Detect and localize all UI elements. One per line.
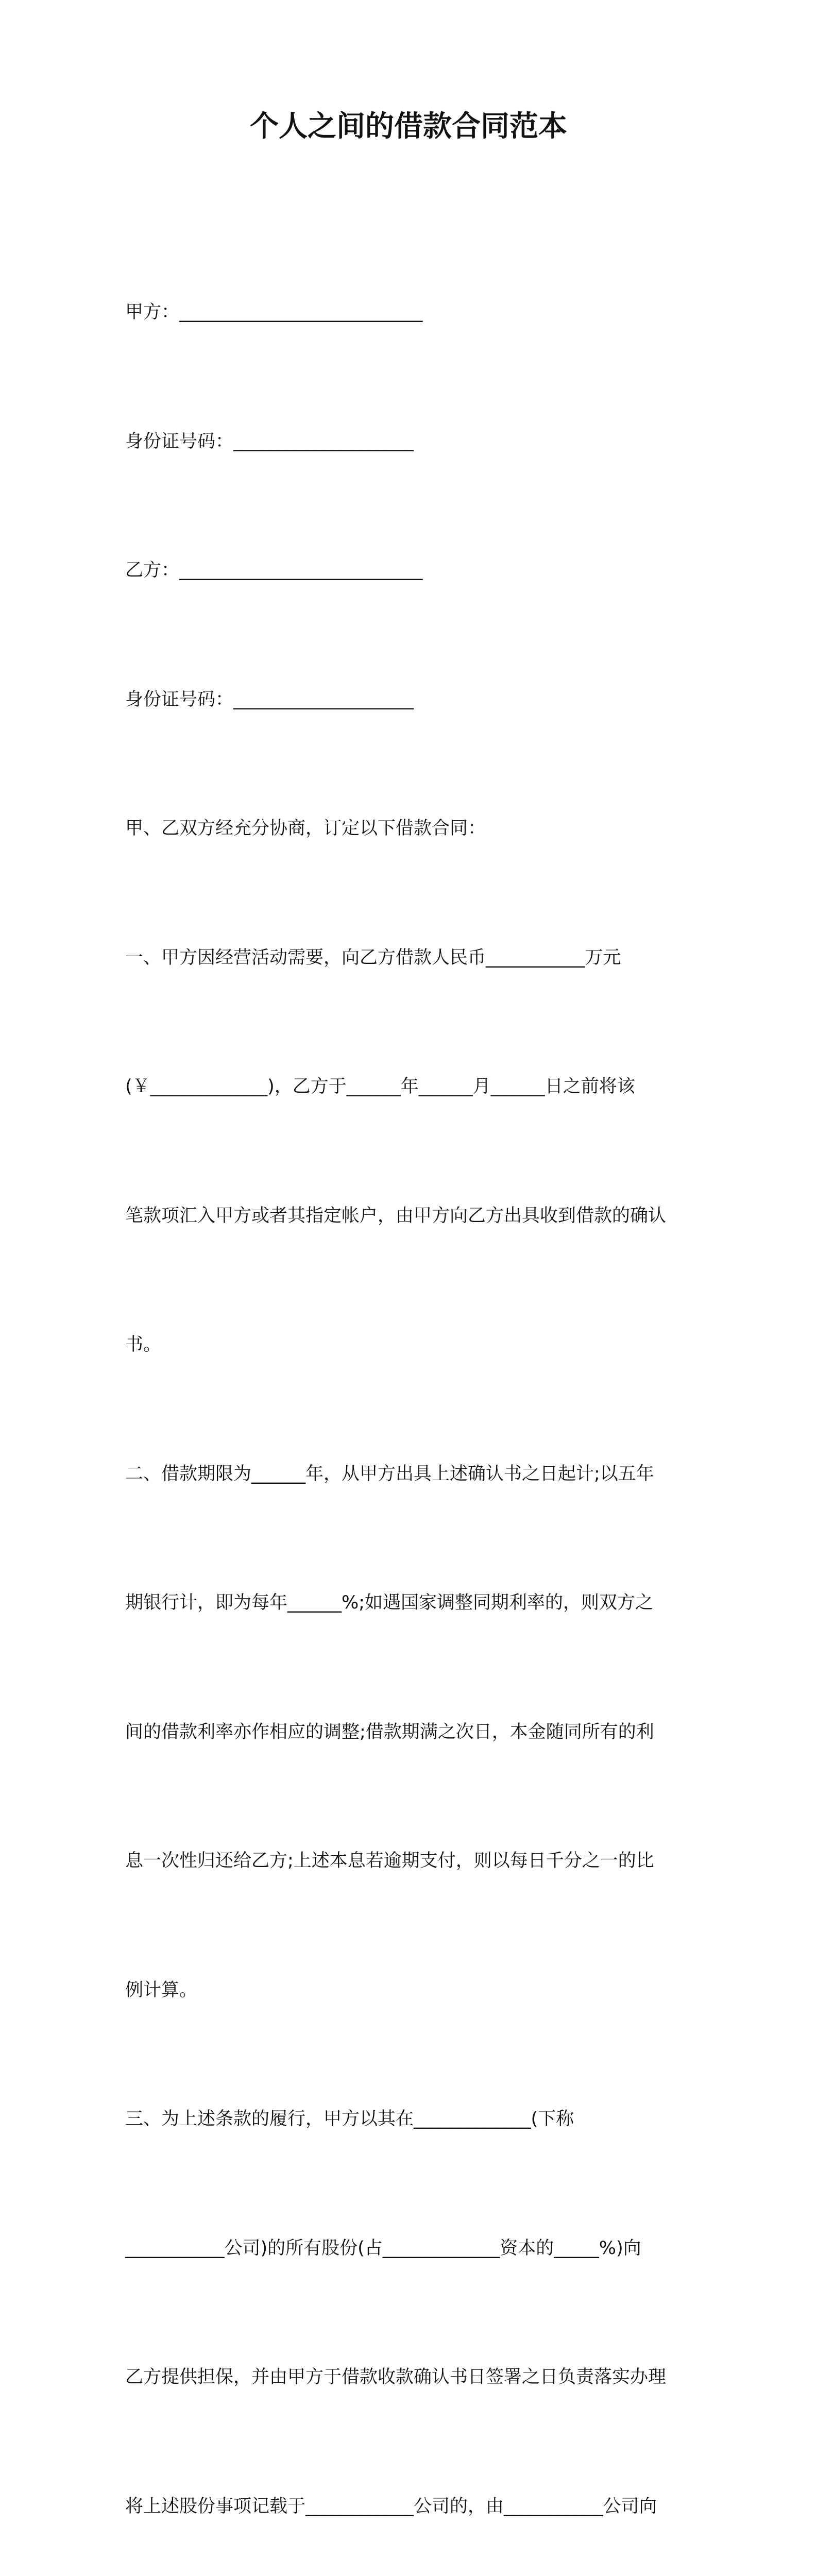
clause-1-line-4: 书。	[125, 1334, 162, 1355]
party-b-line: 乙方：___________________________	[125, 560, 423, 581]
clause-1-line-1: 一、甲方因经营活动需要，向乙方借款人民币___________万元	[125, 947, 621, 968]
clause-3-line-2: ___________公司)的所有股份(占_____________资本的_____%)向	[125, 2238, 641, 2259]
clause-3-line-1: 三、为上述条款的履行，甲方以其在_____________(下称	[125, 2109, 574, 2129]
clause-1-line-3: 笔款项汇入甲方或者其指定帐户，由甲方向乙方出具收到借款的确认	[125, 1205, 667, 1226]
clause-3-line-3: 乙方提供担保，并由甲方于借款收款确认书日签署之日负责落实办理	[125, 2367, 667, 2387]
clause-2-line-1: 二、借款期限为______年，从甲方出具上述确认书之日起计;以五年	[125, 1463, 654, 1484]
document-title: 个人之间的借款合同范本	[250, 110, 567, 143]
clause-1-line-2: (￥_____________)，乙方于______年______月______日之前将该	[125, 1076, 635, 1097]
party-a-id-line: 身份证号码：____________________	[125, 431, 414, 452]
clause-3-line-4: 将上述股份事项记载于____________公司的，由___________公司向	[125, 2496, 657, 2517]
party-b-id-line: 身份证号码：____________________	[125, 689, 414, 710]
clause-2-line-5: 例计算。	[125, 1979, 198, 2001]
preamble-line: 甲、乙双方经充分协商，订定以下借款合同：	[125, 818, 486, 839]
contract-body	[125, 205, 697, 2576]
clause-2-line-3: 间的借款利率亦作相应的调整;借款期满之次日，本金随同所有的利	[125, 1721, 654, 1742]
clause-2-line-2: 期银行计，即为每年______%;如遇国家调整同期利率的，则双方之	[125, 1592, 654, 1613]
party-a-line: 甲方：___________________________	[125, 302, 423, 323]
clause-2-line-4: 息一次性归还给乙方;上述本息若逾期支付，则以每日千分之一的比	[125, 1851, 654, 1871]
